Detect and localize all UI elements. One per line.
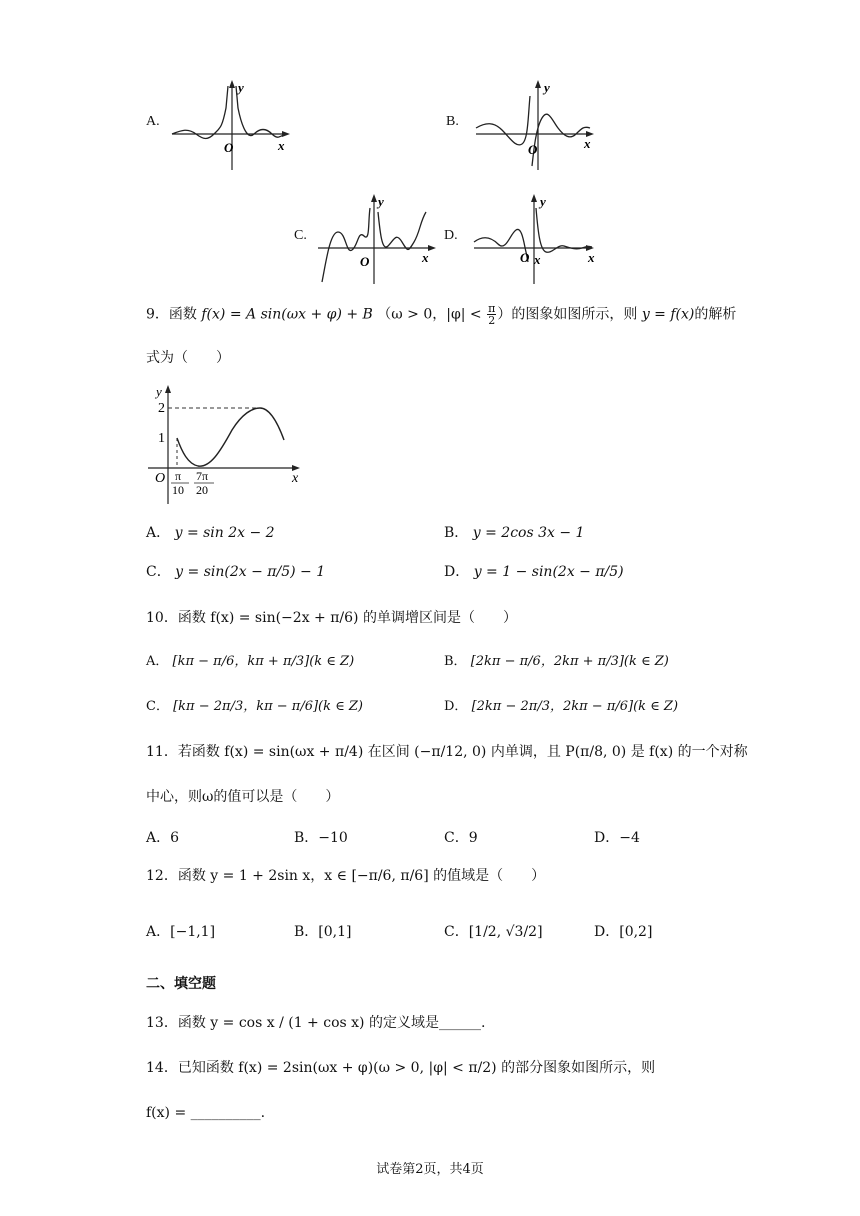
q9-stem-c: 的解析 xyxy=(694,306,737,323)
q9-graph-tick2-num: 7π xyxy=(196,469,209,483)
q8d-y-label: y xyxy=(540,194,546,209)
q9-cond-fraction: $\frac{\pi}{2}$ xyxy=(488,302,496,327)
q10-option-a: A． [kπ − π/6，kπ + π/3](k ∈ Z) xyxy=(146,654,355,669)
q9-option-c: C． y = sin(2x − π/5) − 1 xyxy=(146,564,326,580)
q8a-y-label: y xyxy=(238,80,244,95)
q8d-x-label: x xyxy=(588,250,595,265)
q9-graph-x-label: x xyxy=(292,471,299,486)
q8-graph-a xyxy=(168,78,298,173)
q14-stem-b: f(x) = __________. xyxy=(146,1105,266,1121)
q8a-origin: O xyxy=(224,140,234,155)
q8d-origin: O xyxy=(520,250,530,265)
q11-option-d: D．−4 xyxy=(594,830,640,846)
q10-option-b: B． [2kπ − π/6，2kπ + π/3](k ∈ Z) xyxy=(444,654,669,669)
q9-graph-tick1-den: 10 xyxy=(172,483,184,497)
q8-graph-b xyxy=(472,78,602,173)
q14-stem-a: 14．已知函数 f(x) = 2sin(ωx + φ)(ω > 0, |φ| < π/2) 的部分图象如图所示，则 xyxy=(146,1060,656,1076)
q9-option-d: D． y = 1 − sin(2x − π/5) xyxy=(444,564,624,580)
q8c-y-label: y xyxy=(378,194,384,209)
q8b-origin: O xyxy=(528,142,538,157)
q11-option-c: C．9 xyxy=(444,830,478,846)
q9-stem-line1 xyxy=(146,303,736,326)
q8d-x-label-inner: x xyxy=(534,252,541,267)
q8-option-a-label: A. xyxy=(146,114,160,129)
q10-option-c: C． [kπ − 2π/3，kπ − π/6](k ∈ Z) xyxy=(146,699,363,714)
q8-option-d-label: D. xyxy=(444,228,458,243)
q9-target: y = f(x) xyxy=(641,306,695,323)
q8b-y-label: y xyxy=(544,80,550,95)
q8-graph-d xyxy=(470,192,604,287)
q9-option-a: A． y = sin 2x − 2 xyxy=(146,525,275,541)
q9-graph-tick1-num: π xyxy=(175,469,182,483)
q11-option-a: A．6 xyxy=(146,830,180,846)
q9-graph-origin: O xyxy=(155,471,166,486)
q11-stem-b: 中心，则ω的值可以是（ ） xyxy=(146,789,340,805)
q10-option-d: D． [2kπ − 2π/3，2kπ − π/6](k ∈ Z) xyxy=(444,699,679,714)
page-footer: 试卷第2页，共4页 xyxy=(376,1162,484,1177)
q9-formula: f(x) = A sin(ωx + φ) + B xyxy=(201,306,373,323)
q9-condition: （ω > 0，|φ| < xyxy=(377,306,482,323)
q11-stem-a: 11．若函数 f(x) = sin(ωx + π/4) 在区间 (−π/12, 0) 内单调，且 P(π/8, 0) 是 f(x) 的一个对称 xyxy=(146,744,748,760)
q8-option-c-label: C. xyxy=(294,228,307,243)
q12-option-d: D．[0,2] xyxy=(594,924,653,940)
q9-graph-tick2-den: 20 xyxy=(196,483,208,497)
q9-stem-b: ）的图象如图所示，则 xyxy=(497,306,638,323)
q8-graph-c xyxy=(316,192,444,287)
q12-option-b: B．[0,1] xyxy=(294,924,352,940)
section-fill-blank-heading: 二、填空题 xyxy=(146,976,216,992)
q12-option-a: A．[−1,1] xyxy=(146,924,216,940)
q9-graph-y1: 1 xyxy=(158,431,165,446)
q12-option-c: C．[1/2, √3/2] xyxy=(444,924,543,940)
q8b-x-label: x xyxy=(584,136,591,151)
q8a-x-label: x xyxy=(278,138,285,153)
q13-stem: 13．函数 y = cos x / (1 + cos x) 的定义域是______. xyxy=(146,1015,486,1031)
q8c-origin: O xyxy=(360,254,370,269)
q9-graph-y2: 2 xyxy=(158,401,165,416)
q9-stem-a: 函数 xyxy=(168,306,197,323)
q10-stem: 10．函数 f(x) = sin(−2x + π/6) 的单调增区间是（ ） xyxy=(146,610,517,626)
q8-option-b-label: B. xyxy=(446,114,459,129)
q8c-x-label: x xyxy=(422,250,429,265)
q9-number: 9． xyxy=(146,306,169,323)
q12-stem: 12．函数 y = 1 + 2sin x，x ∈ [−π/6, π/6] 的值域是（ ） xyxy=(146,868,546,884)
q9-stem-d: 式为（ ） xyxy=(146,350,230,366)
q9-graph xyxy=(144,382,314,504)
q9-graph-y-label: y xyxy=(156,384,162,399)
q9-option-b: B． y = 2cos 3x − 1 xyxy=(444,525,585,541)
q11-option-b: B．−10 xyxy=(294,830,348,846)
